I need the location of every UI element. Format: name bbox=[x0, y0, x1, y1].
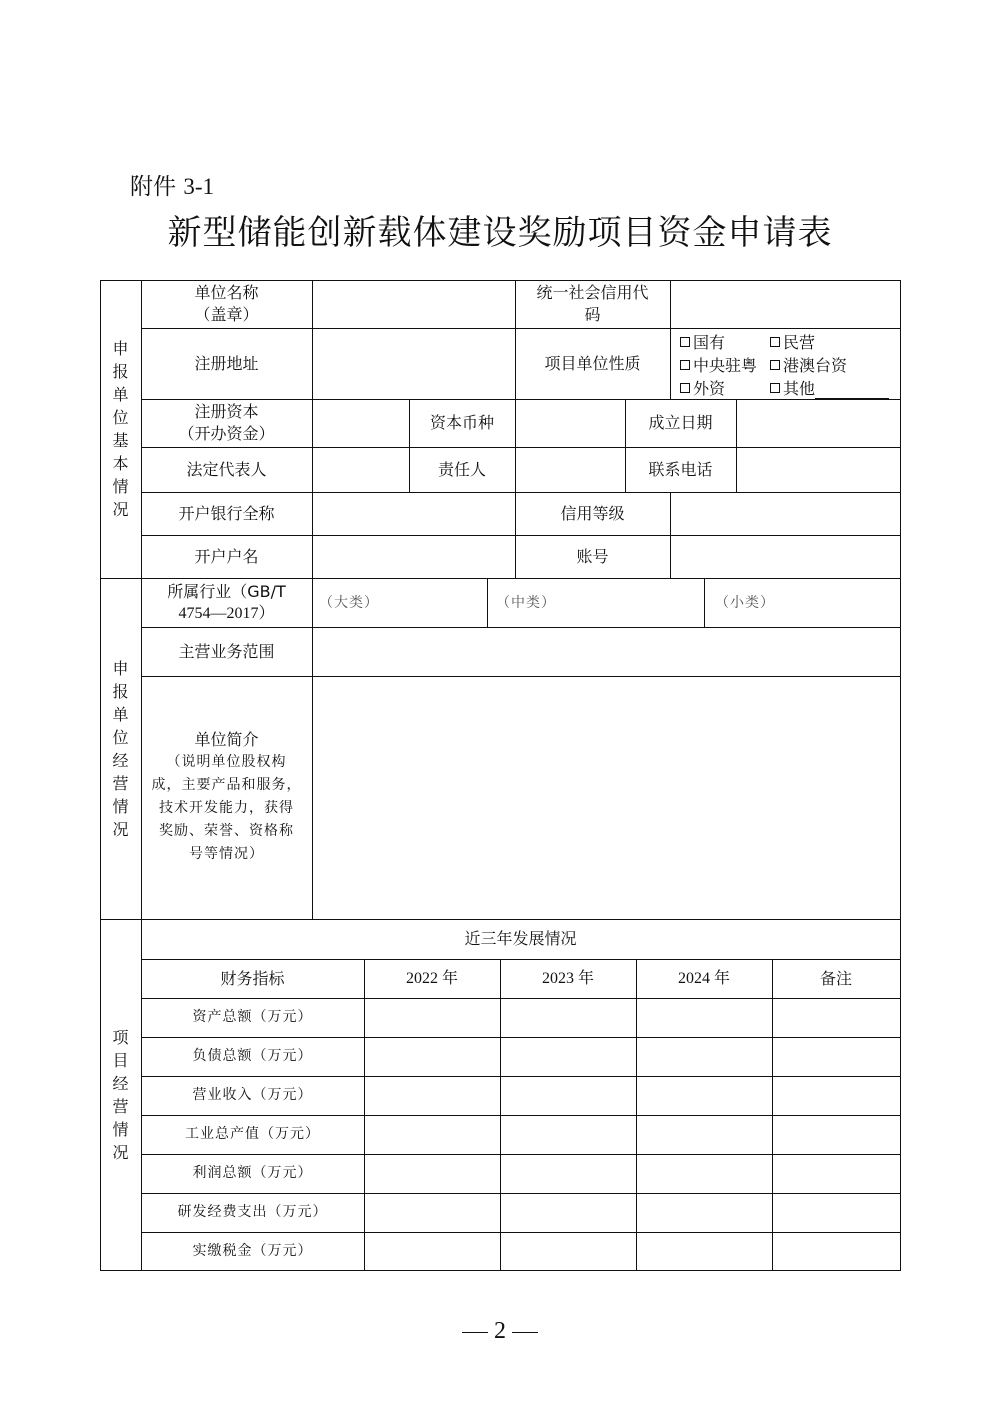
finance-cell[interactable] bbox=[365, 1194, 500, 1232]
page-number: 2 bbox=[0, 1318, 1000, 1345]
finance-row-total-assets: 资产总额（万元） bbox=[192, 1009, 313, 1025]
unit-nature-label: 项目单位性质 bbox=[544, 353, 641, 373]
finance-cell[interactable] bbox=[501, 1194, 636, 1232]
section-label-basic-info: 申 报 单 位 基 本 情 况 bbox=[112, 339, 129, 519]
nature-option-hk-macao-tw[interactable]: 港澳台资 bbox=[770, 353, 847, 376]
unit-intro-label: 单位简介 （说明单位股权构 成，主要产品和服务， 技术开发能力，获得 奖励、荣誉、资格称 号等情况） bbox=[151, 730, 302, 862]
finance-cell[interactable] bbox=[637, 1116, 772, 1154]
finance-cell[interactable] bbox=[365, 1077, 500, 1115]
unit-name-field[interactable] bbox=[313, 281, 515, 328]
finance-cell[interactable] bbox=[365, 1155, 500, 1193]
responsible-field[interactable] bbox=[516, 448, 625, 492]
bank-name-field[interactable] bbox=[313, 493, 515, 535]
credit-code-field[interactable] bbox=[671, 281, 900, 328]
credit-code-label: 统一社会信用代 码 bbox=[536, 283, 649, 324]
finance-cell[interactable] bbox=[365, 999, 500, 1037]
reg-address-field[interactable] bbox=[313, 329, 515, 399]
finance-header-indicator: 财务指标 bbox=[220, 968, 285, 988]
finance-cell[interactable] bbox=[501, 1038, 636, 1076]
finance-caption: 近三年发展情况 bbox=[464, 929, 577, 948]
industry-middle-field[interactable]: （中类） bbox=[496, 594, 556, 611]
finance-header-2024: 2024 年 bbox=[677, 969, 730, 987]
responsible-label: 责任人 bbox=[437, 459, 486, 479]
reg-address-label: 注册地址 bbox=[194, 353, 259, 373]
checkbox-icon bbox=[680, 360, 690, 370]
account-name-label: 开户户名 bbox=[194, 546, 259, 566]
unit-name-label: 单位名称 （盖章） bbox=[194, 283, 259, 324]
finance-cell[interactable] bbox=[773, 1194, 900, 1232]
finance-cell[interactable] bbox=[637, 1155, 772, 1193]
finance-cell[interactable] bbox=[637, 1038, 772, 1076]
checkbox-icon bbox=[770, 383, 780, 393]
checkbox-icon bbox=[680, 383, 690, 393]
attachment-label: 附件 3-1 bbox=[130, 174, 214, 200]
nature-option-other[interactable]: 其他 bbox=[770, 376, 889, 399]
checkbox-icon bbox=[770, 337, 780, 347]
finance-cell[interactable] bbox=[501, 999, 636, 1037]
account-no-field[interactable] bbox=[671, 536, 900, 578]
other-blank-line[interactable] bbox=[815, 384, 889, 399]
finance-cell[interactable] bbox=[501, 1155, 636, 1193]
finance-cell[interactable] bbox=[773, 1116, 900, 1154]
est-date-field[interactable] bbox=[737, 400, 900, 447]
legal-rep-field[interactable] bbox=[313, 448, 409, 492]
account-no-label: 账号 bbox=[576, 546, 609, 566]
finance-cell[interactable] bbox=[637, 1233, 772, 1270]
nature-option-central[interactable]: 中央驻粤 bbox=[680, 353, 757, 376]
finance-cell[interactable] bbox=[365, 1233, 500, 1270]
finance-cell[interactable] bbox=[773, 999, 900, 1037]
finance-header-2022: 2022 年 bbox=[405, 969, 458, 987]
finance-row-total-liabilities: 负债总额（万元） bbox=[192, 1048, 313, 1064]
currency-label: 资本币种 bbox=[429, 413, 494, 432]
currency-field[interactable] bbox=[516, 400, 625, 447]
finance-cell[interactable] bbox=[773, 1233, 900, 1270]
nature-option-private[interactable]: 民营 bbox=[770, 330, 815, 353]
finance-header-remark: 备注 bbox=[819, 968, 852, 988]
finance-cell[interactable] bbox=[773, 1155, 900, 1193]
finance-row-total-profit: 利润总额（万元） bbox=[192, 1165, 313, 1181]
finance-cell[interactable] bbox=[773, 1077, 900, 1115]
phone-field[interactable] bbox=[737, 448, 900, 492]
industry-minor-field[interactable]: （小类） bbox=[715, 594, 775, 611]
finance-cell[interactable] bbox=[365, 1116, 500, 1154]
phone-label: 联系电话 bbox=[648, 459, 713, 479]
finance-cell[interactable] bbox=[637, 1194, 772, 1232]
finance-cell[interactable] bbox=[365, 1038, 500, 1076]
bank-name-label: 开户银行全称 bbox=[178, 503, 275, 523]
page-title: 新型储能创新载体建设奖励项目资金申请表 bbox=[167, 213, 833, 253]
finance-cell[interactable] bbox=[637, 1077, 772, 1115]
finance-row-industrial-output: 工业总产值（万元） bbox=[185, 1126, 320, 1142]
est-date-label: 成立日期 bbox=[648, 413, 713, 432]
finance-cell[interactable] bbox=[501, 1077, 636, 1115]
section-label-operation-info: 申 报 单 位 经 营 情 况 bbox=[112, 658, 129, 839]
finance-row-tax-paid: 实缴税金（万元） bbox=[192, 1242, 313, 1259]
industry-label: 所属行业（GB/T 4754—2017） bbox=[167, 581, 286, 622]
credit-level-field[interactable] bbox=[671, 493, 900, 535]
reg-capital-label: 注册资本 （开办资金） bbox=[178, 402, 275, 443]
credit-level-label: 信用等级 bbox=[560, 503, 625, 523]
finance-cell[interactable] bbox=[501, 1233, 636, 1270]
finance-row-rd-expense: 研发经费支出（万元） bbox=[177, 1204, 328, 1220]
finance-cell[interactable] bbox=[773, 1038, 900, 1076]
finance-row-revenue: 营业收入（万元） bbox=[192, 1087, 313, 1103]
unit-intro-field[interactable] bbox=[313, 677, 900, 919]
section-label-project-operation: 项 目 经 营 情 况 bbox=[112, 1027, 129, 1162]
industry-major-field[interactable]: （大类） bbox=[319, 594, 379, 611]
finance-header-2023: 2023 年 bbox=[541, 969, 594, 987]
account-name-field[interactable] bbox=[313, 536, 515, 578]
finance-cell[interactable] bbox=[637, 999, 772, 1037]
checkbox-icon bbox=[770, 360, 780, 370]
nature-option-foreign[interactable]: 外资 bbox=[680, 376, 725, 399]
nature-option-state-owned[interactable]: 国有 bbox=[680, 330, 725, 353]
finance-cell[interactable] bbox=[501, 1116, 636, 1154]
reg-capital-field[interactable] bbox=[313, 400, 409, 447]
main-business-label: 主营业务范围 bbox=[178, 641, 275, 661]
legal-rep-label: 法定代表人 bbox=[186, 459, 267, 479]
main-business-field[interactable] bbox=[313, 628, 900, 676]
checkbox-icon bbox=[680, 337, 690, 347]
